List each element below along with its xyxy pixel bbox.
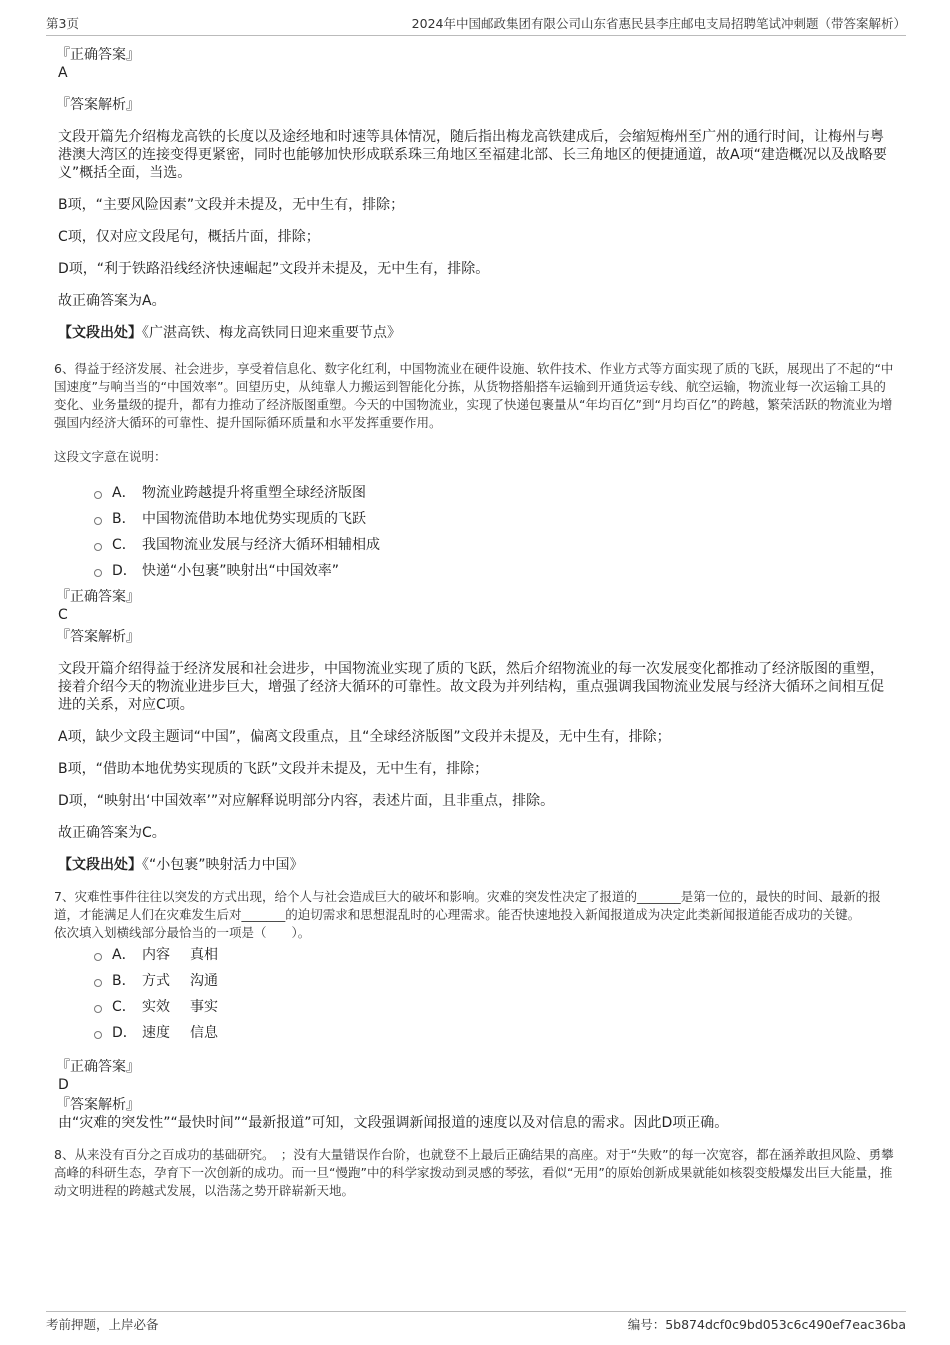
- source-line: [58, 324, 896, 342]
- page-number: 第3页: [46, 16, 79, 31]
- analysis-paragraph: B项，“主要风险因素”文段并未提及，无中生有，排除；: [58, 197, 405, 213]
- option-word-2: 信息: [190, 1025, 218, 1041]
- document-title: 2024年中国邮政集团有限公司山东省惠民县李庄邮电支局招聘笔试冲刺题（带答案解析）: [411, 16, 906, 31]
- question-text: 8、从来没有百分之百成功的基础研究。 ；没有大量错误作台阶，也就登不上最后正确结果的高座。对于“失败”的每一次宽容，都在涵养敢担风险、勇攀高峰的科研生态，孕育下一次创新的成功。而一旦“慢跑”中的科学家拨动到灵感的琴弦，看似“无用”的原始创新成果就能如核裂变般爆发出巨大能量，推动文明进程的跨越式发展，以浩荡之势开辟崭新天地。: [54, 1147, 894, 1198]
- analysis-paragraph: D项，“利于铁路沿线经济快速崛起”文段并未提及，无中生有，排除。: [58, 261, 490, 277]
- analysis-paragraph: 故正确答案为A。: [58, 293, 166, 309]
- analysis-paragraph: A项，缺少文段主题词“中国”，偏离文段重点，且“全球经济版图”文段并未提及，无中生有，排除；: [58, 729, 671, 745]
- option-word-1: 速度: [142, 1025, 170, 1041]
- option-text: 我国物流业发展与经济大循环相辅相成: [142, 537, 380, 553]
- option-text: 物流业跨越提升将重塑全球经济版图: [142, 485, 366, 501]
- option-word-1: 内容: [142, 947, 170, 963]
- page-footer: [46, 1311, 906, 1333]
- source-text: 《广湛高铁、梅龙高铁同日迎来重要节点》: [142, 325, 401, 341]
- option-b[interactable]: [94, 968, 896, 994]
- option-c[interactable]: [94, 532, 896, 558]
- option-list: [94, 480, 896, 584]
- radio-icon[interactable]: [94, 491, 102, 499]
- source-label: 【文段出处】: [58, 857, 142, 873]
- answer-heading: 『正确答案』: [56, 589, 140, 605]
- option-letter: B．: [112, 511, 136, 527]
- radio-icon[interactable]: [94, 1031, 102, 1039]
- radio-icon[interactable]: [94, 979, 102, 987]
- option-c[interactable]: [94, 994, 896, 1020]
- radio-icon[interactable]: [94, 1005, 102, 1013]
- option-letter: B．: [112, 973, 136, 989]
- analysis-paragraph: D项，“映射出‘中国效率’”对应解释说明部分内容，表述片面，且非重点，排除。: [58, 793, 555, 809]
- analysis-paragraph: 文段开篇介绍得益于经济发展和社会进步，中国物流业实现了质的飞跃，然后介绍物流业的每一次发展变化都推动了经济版图的重塑，接着介绍今天的物流业进步巨大，增强了经济大循环的可靠性。故文段为并列结构，重点强调我国物流业发展与经济大循环之间相互促进的关系，对应C项。: [58, 661, 884, 713]
- source-text: 《“小包裹”映射活力中国》: [142, 857, 304, 873]
- option-text: 快递“小包裹”映射出“中国效率”: [142, 563, 340, 579]
- answer-heading: 『正确答案』: [56, 1059, 140, 1075]
- option-letter: D．: [112, 563, 137, 579]
- radio-icon[interactable]: [94, 569, 102, 577]
- question-prompt: 这段文字意在说明：: [54, 449, 167, 464]
- analysis-paragraph: 文段开篇先介绍梅龙高铁的长度以及途经地和时速等具体情况，随后指出梅龙高铁建成后，会缩短梅州至广州的通行时间，让梅州与粤港澳大湾区的连接变得更紧密，同时也能够加快形成联系珠三角地区至福建北部、长三角地区的便捷通道，故A项“建造概况以及战略要义”概括全面，当选。: [58, 129, 887, 181]
- radio-icon[interactable]: [94, 517, 102, 525]
- analysis-paragraph: C项，仅对应文段尾句，概括片面，排除；: [58, 229, 320, 245]
- option-letter: D．: [112, 1025, 137, 1041]
- page-header: [46, 14, 906, 36]
- question-7: [54, 888, 896, 1132]
- option-word-2: 事实: [190, 999, 218, 1015]
- source-line: [58, 856, 896, 874]
- analysis-heading: 『答案解析』: [56, 629, 140, 645]
- correct-answer: C: [58, 607, 68, 623]
- page-content: [56, 46, 896, 1200]
- option-word-2: 沟通: [190, 973, 218, 989]
- question-prompt: 依次填入划横线部分最恰当的一项是（ ）。: [54, 925, 311, 940]
- option-a[interactable]: [94, 942, 896, 968]
- analysis-heading: 『答案解析』: [56, 97, 140, 113]
- correct-answer: D: [58, 1077, 69, 1093]
- option-letter: C．: [112, 537, 136, 553]
- option-word-2: 真相: [190, 947, 218, 963]
- option-letter: A．: [112, 485, 136, 501]
- code-value: 5b874dcf0c9bd053c6c490ef7eac36ba: [665, 1317, 906, 1332]
- question-8: [54, 1146, 896, 1200]
- analysis-paragraph: 由“灾难的突发性”“最快时间”“最新报道”可知，文段强调新闻报道的速度以及对信息的需求。因此D项正确。: [58, 1115, 729, 1131]
- question-text: 6、得益于经济发展、社会进步，享受着信息化、数字化红利，中国物流业在硬件设施、软件技术、作业方式等方面实现了质的飞跃，展现出了不起的“中国速度”与响当当的“中国效率”。回望历史，从纯靠人力搬运到智能化分拣，从货物搭船搭车运输到开通货运专线、航空运输，物流业每一次运输工具的变化、业务量级的提升，都有力推动了经济版图重塑。今天的中国物流业，实现了快递包裹量从“年均百亿”到“月均百亿”的跨越，繁荣活跃的物流业为增强国内经济大循环的可靠性、提升国际循环质量和水平发挥重要作用。: [54, 361, 894, 430]
- question-6: [54, 360, 896, 874]
- correct-answer: A: [58, 65, 68, 81]
- analysis-paragraph: B项，“借助本地优势实现质的飞跃”文段并未提及，无中生有，排除；: [58, 761, 489, 777]
- question-text: 7、灾难性事件往往以突发的方式出现，给个人与社会造成巨大的破坏和影响。灾难的突发性决定了报道的_______是第一位的，最快的时间、最新的报道，才能满足人们在灾难发生后对_______的迫切需求和思想混乱时的心理需求。能否快速地投入新闻报道成为决定此类新闻报道能否成功的关键。: [54, 889, 881, 922]
- option-d[interactable]: [94, 1020, 896, 1046]
- document-code: [628, 1315, 906, 1333]
- option-letter: A．: [112, 947, 136, 963]
- answer-heading: 『正确答案』: [56, 47, 140, 63]
- option-word-1: 方式: [142, 973, 170, 989]
- footer-slogan: 考前押题，上岸必备: [46, 1317, 159, 1332]
- analysis-paragraph: 故正确答案为C。: [58, 825, 166, 841]
- option-word-1: 实效: [142, 999, 170, 1015]
- analysis-heading: 『答案解析』: [56, 1097, 140, 1113]
- radio-icon[interactable]: [94, 543, 102, 551]
- option-d[interactable]: [94, 558, 896, 584]
- option-letter: C．: [112, 999, 136, 1015]
- option-list: [94, 942, 896, 1046]
- source-label: 【文段出处】: [58, 325, 142, 341]
- option-text: 中国物流借助本地优势实现质的飞跃: [142, 511, 366, 527]
- radio-icon[interactable]: [94, 953, 102, 961]
- code-label: 编号：: [627, 1317, 666, 1332]
- option-a[interactable]: [94, 480, 896, 506]
- q5-answer-block: [56, 46, 896, 342]
- option-b[interactable]: [94, 506, 896, 532]
